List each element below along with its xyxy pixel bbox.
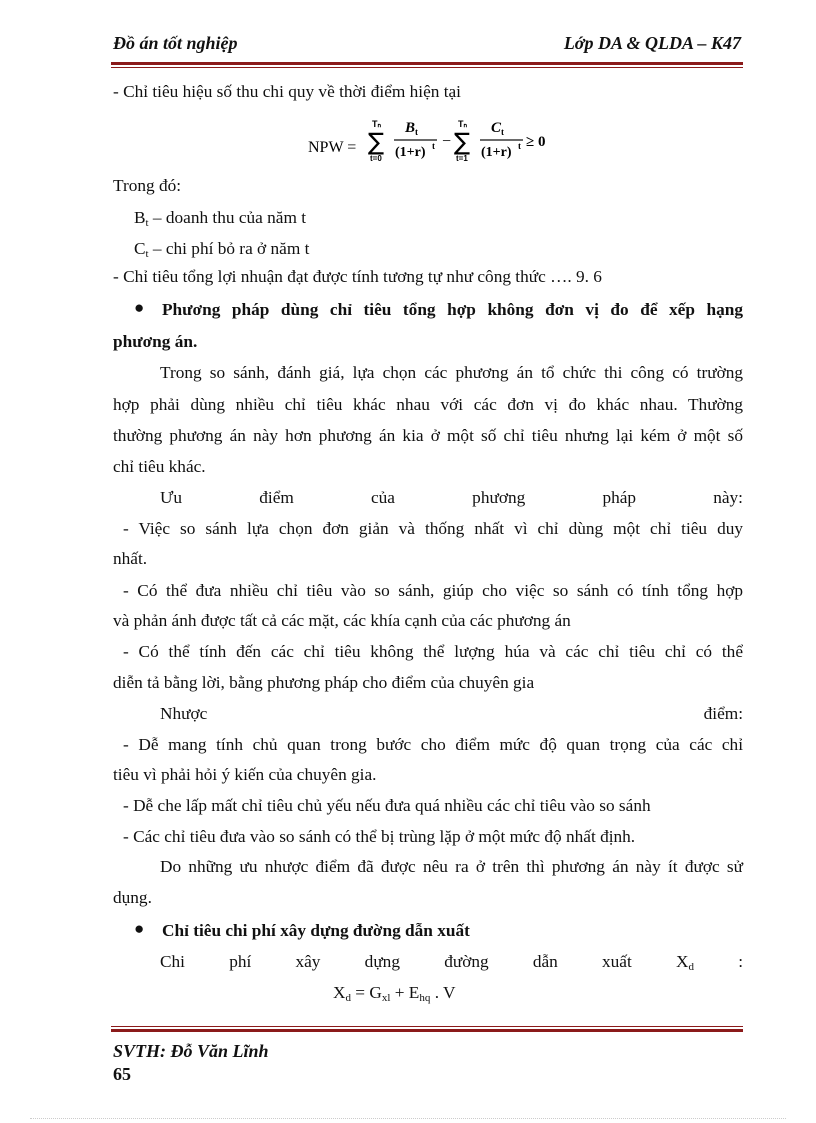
header-left-title: Đồ án tốt nghiệp <box>113 33 238 53</box>
section-heading-2: Chỉ tiêu chi phí xây dựng đường dẫn xuất <box>162 921 470 940</box>
npw-intro: - Chỉ tiêu hiệu số thu chi quy về thời điểm hiện tại <box>113 82 461 101</box>
header-rule <box>111 62 743 65</box>
frac2-den: (1+r) <box>481 145 512 160</box>
bullet-icon: ● <box>134 919 145 938</box>
advantage-item-cont: và phản ánh được tất cả các mặt, các khía cạnh của các phương án <box>113 611 571 630</box>
paragraph-line: hợp phải dùng nhiều chỉ tiêu khác nhau với các đơn vị đo khác nhau. Thường <box>113 395 743 414</box>
section-heading-1-cont: phương án. <box>113 332 198 351</box>
header-right-title: Lớp DA & QLDA – K47 <box>563 33 741 53</box>
advantage-item: - Việc so sánh lựa chọn đơn giản và thống nhất vì chỉ dùng một chỉ tiêu duy <box>123 519 743 538</box>
footer-rule-thin <box>111 1026 743 1027</box>
bt-definition: $B_t$ – doanh thu của năm t <box>134 208 307 229</box>
trong-do-label: Trong đó: <box>113 176 182 195</box>
paragraph-line: Trong so sánh, đánh giá, lựa chọn các phương án tổ chức thi công có trường <box>160 363 743 382</box>
sum2-symbol: ∑ <box>454 128 471 156</box>
frac1-num-sub: t <box>415 127 418 137</box>
cost-formula: $X_d = G_{xl} + E_{hq}$ . V <box>333 983 456 1004</box>
profit-note: - Chỉ tiêu tổng lợi nhuận đạt được tính tương tự như công thức …. 9. 6 <box>113 267 602 286</box>
frac1-den: (1+r) <box>395 145 426 160</box>
sum2-upper: Tₙ <box>458 119 468 129</box>
frac2-num: C <box>491 120 502 136</box>
ct-definition: $C_t$ – chi phí bỏ ra ở năm t <box>134 239 310 260</box>
footer-author: SVTH: Đỗ Văn Lĩnh <box>113 1041 269 1061</box>
formula-relation: ≥ 0 <box>526 134 546 150</box>
advantage-item: - Có thể đưa nhiều chỉ tiêu vào so sánh, giúp cho việc so sánh có tính tổng hợp <box>123 581 743 600</box>
sum1-upper: Tₙ <box>372 119 382 129</box>
frac1-num: B <box>405 120 416 136</box>
sum2-lower: t=1 <box>456 154 468 163</box>
frac2-num-sub: t <box>501 127 504 137</box>
advantage-item-cont: nhất. <box>113 549 148 568</box>
advantage-item-cont: diễn tả bằng lời, bằng phương pháp cho điểm của chuyên gia <box>113 673 535 692</box>
disadvantage-item-cont: tiêu vì phải hỏi ý kiến của chuyên gia. <box>113 765 377 784</box>
formula-minus: − <box>442 133 452 150</box>
header-rule-thin <box>111 67 743 68</box>
page-number: 65 <box>113 1064 131 1084</box>
cost-definition: Chi phí xây dựng đường dẫn xuất $X_d$ : <box>160 952 744 973</box>
advantages-title: Ưu điểm của phương pháp này: <box>160 488 743 507</box>
frac1-den-exp: t <box>432 141 435 151</box>
sum1-lower: t=0 <box>370 154 382 163</box>
disadvantage-item: - Dễ mang tính chủ quan trong bước cho điểm mức độ quan trọng của các chỉ <box>123 735 743 754</box>
paragraph-line: chỉ tiêu khác. <box>113 457 206 476</box>
paragraph-line: thường phương án này hơn phương án kia ở một số chỉ tiêu nhưng lại kém ở một số <box>113 426 743 445</box>
disadvantage-item: - Dễ che lấp mất chỉ tiêu chủ yếu nếu đưa quá nhiều các chỉ tiêu vào so sánh <box>123 796 651 815</box>
advantage-item: - Có thể tính đến các chỉ tiêu không thể lượng húa và các chỉ tiêu chỉ có thể <box>123 642 743 661</box>
sum1-symbol: ∑ <box>368 128 385 156</box>
bullet-icon: ● <box>134 298 145 317</box>
formula-lhs: NPW = <box>308 139 357 156</box>
npw-formula <box>308 110 558 170</box>
disadvantage-item: - Các chỉ tiêu đưa vào so sánh có thể bị trùng lặp ở một mức độ nhất định. <box>123 827 636 846</box>
conclusion-line-cont: dụng. <box>113 888 152 907</box>
section-heading-1: Phương pháp dùng chỉ tiêu tổng hợp không đơn vị đo để xếp hạng <box>162 300 743 319</box>
disadvantages-title: Nhược điểm: <box>160 704 743 723</box>
page-edge-divider <box>30 1118 786 1119</box>
conclusion-line: Do những ưu nhược điểm đã được nêu ra ở trên thì phương án này ít được sử <box>160 857 743 876</box>
footer-rule <box>111 1029 743 1032</box>
frac2-den-exp: t <box>518 141 521 151</box>
